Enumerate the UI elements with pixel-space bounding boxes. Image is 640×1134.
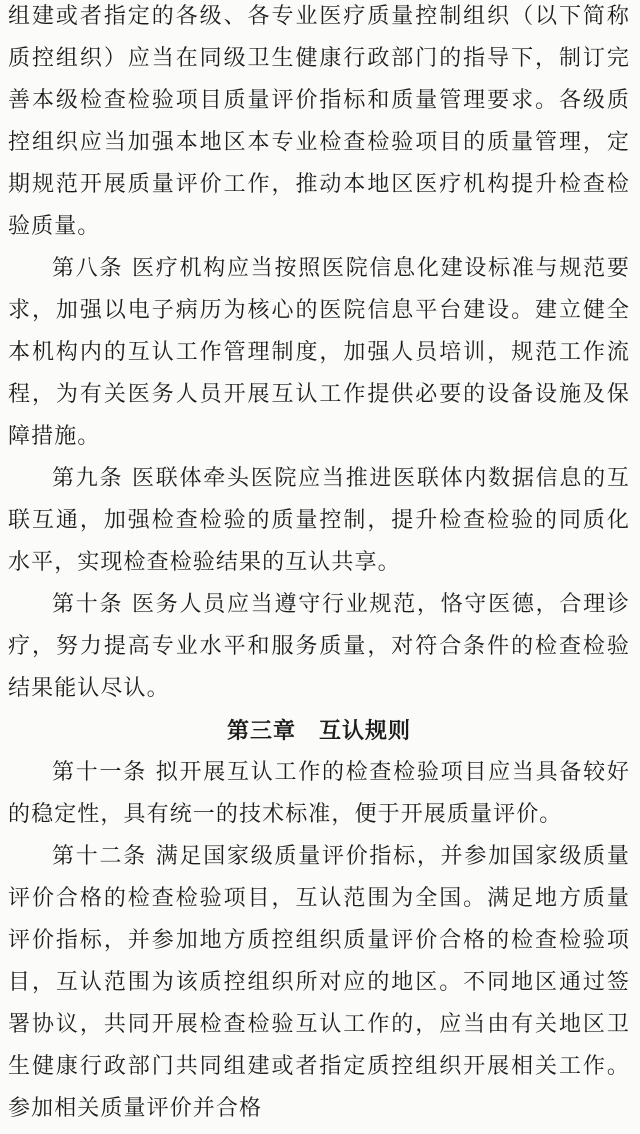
paragraph-article-12: 第十二条 满足国家级质量评价指标，并参加国家级质量评价合格的检查检验项目，互认范围为全国。满足地方质量评价指标，并参加地方质控组织质量评价合格的检查检验项目，互认范围为该质控组织所对应的地区。不同地区通过签署协议，共同开展检查检验互认工作的，应当由有关地区卫生健康行政部门共同组建或者指定质控组织开展相关工作。参加相关质量评价并合格 [8,844,630,1121]
paragraph-continuation: 组建或者指定的各级、各专业医疗质量控制组织（以下简称质控组织）应当在同级卫生健康行政部门的指导下，制订完善本级检查检验项目质量评价指标和质量管理要求。各级质控组织应当加强本地区本专业检查检验项目的质量管理，定期规范开展质量评价工作，推动本地区医疗机构提升检查检验质量。 [8,4,630,239]
paragraph-article-9: 第九条 医联体牵头医院应当推进医联体内数据信息的互联互通，加强检查检验的质量控制，提升检查检验的同质化水平，实现检查检验结果的互认共享。 [8,466,630,575]
paragraph-article-10: 第十条 医务人员应当遵守行业规范，恪守医德，合理诊疗，努力提高专业水平和服务质量，对符合条件的检查检验结果能认尽认。 [8,592,630,701]
chapter-heading: 第三章 互认规则 [226,718,411,744]
paragraph-article-8: 第八条 医疗机构应当按照医院信息化建设标准与规范要求，加强以电子病历为核心的医院信息平台建设。建立健全本机构内的互认工作管理制度，加强人员培训，规范工作流程，为有关医务人员开展互认工作提供必要的设备设施及保障措施。 [8,256,630,449]
paragraph-article-11: 第十一条 拟开展互认工作的检查检验项目应当具备较好的稳定性，具有统一的技术标准，便于开展质量评价。 [8,760,630,827]
